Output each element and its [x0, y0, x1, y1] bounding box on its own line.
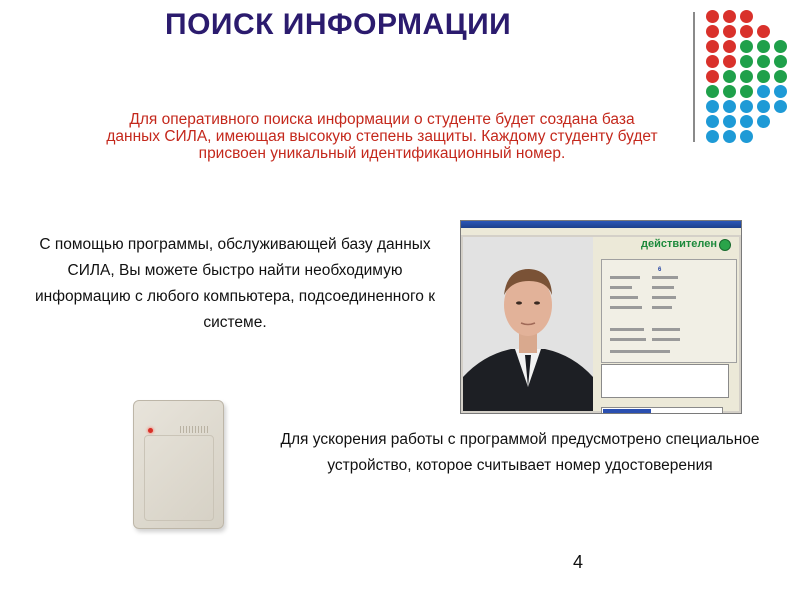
app-menubar	[461, 228, 741, 235]
decor-dot	[706, 25, 719, 38]
decor-dot	[757, 25, 770, 38]
decor-dot	[740, 55, 753, 68]
app-titlebar	[461, 221, 741, 228]
decor-dot	[723, 40, 736, 53]
decor-dot	[740, 25, 753, 38]
decor-dot	[774, 85, 787, 98]
decor-dot	[723, 70, 736, 83]
decor-dot	[774, 55, 787, 68]
app-window-body	[463, 237, 739, 411]
decor-divider	[693, 12, 695, 142]
reader-front-panel	[144, 435, 214, 521]
card-reader-device	[133, 400, 224, 529]
decor-dot	[723, 10, 736, 23]
slide-title: ПОИСК ИНФОРМАЦИИ	[165, 8, 512, 41]
status-label: действителен	[641, 238, 718, 250]
decor-dot	[706, 100, 719, 113]
decor-dot	[740, 85, 753, 98]
reader-description: Для ускорения работы с программой предусмотрено специальное устройство, которое считывает номер удостоверения	[280, 431, 760, 474]
reader-led-indicator	[148, 428, 153, 433]
decor-dot-grid	[706, 10, 800, 150]
decor-dot	[757, 55, 770, 68]
decor-dot	[723, 25, 736, 38]
notes-box	[601, 364, 729, 398]
decor-dot	[723, 100, 736, 113]
decor-dot	[706, 115, 719, 128]
decor-dot	[706, 10, 719, 23]
decor-dot	[740, 100, 753, 113]
decor-dot	[740, 70, 753, 83]
decor-dot	[723, 55, 736, 68]
decor-dot	[774, 70, 787, 83]
student-photo	[463, 237, 593, 411]
decor-dot	[706, 85, 719, 98]
page-number: 4	[573, 552, 584, 572]
decor-dot	[740, 115, 753, 128]
decor-dot	[706, 40, 719, 53]
status-indicator	[719, 239, 731, 251]
program-description: С помощью программы, обслуживающей базу данных СИЛА, Вы можете быстро найти необходимую информацию с любого компьютера, подсоединенного к системе.	[35, 236, 435, 331]
decor-dot	[740, 40, 753, 53]
number-input	[601, 407, 723, 414]
decor-dot	[757, 85, 770, 98]
decor-dot	[706, 70, 719, 83]
program-screenshot	[460, 220, 742, 414]
decor-dot	[774, 100, 787, 113]
reader-grille	[180, 426, 210, 433]
decor-dot	[723, 115, 736, 128]
decor-dot	[774, 40, 787, 53]
student-number: 6	[658, 267, 662, 273]
decor-dot	[723, 130, 736, 143]
decor-dot	[740, 130, 753, 143]
student-info-panel	[597, 237, 739, 411]
decor-dot	[757, 70, 770, 83]
intro-text: Для оперативного поиска информации о студенте будет создана база данных СИЛА, имеющая высокую степень защиты. Каждому студенту будет присвоен уникальный идентификационный номер.	[106, 111, 658, 162]
decor-dot	[706, 130, 719, 143]
decor-dot	[740, 10, 753, 23]
decor-dot	[706, 55, 719, 68]
decor-dot	[757, 100, 770, 113]
decor-dot	[723, 85, 736, 98]
student-info-group	[601, 259, 737, 363]
decor-dot	[757, 40, 770, 53]
decor-dot	[757, 115, 770, 128]
